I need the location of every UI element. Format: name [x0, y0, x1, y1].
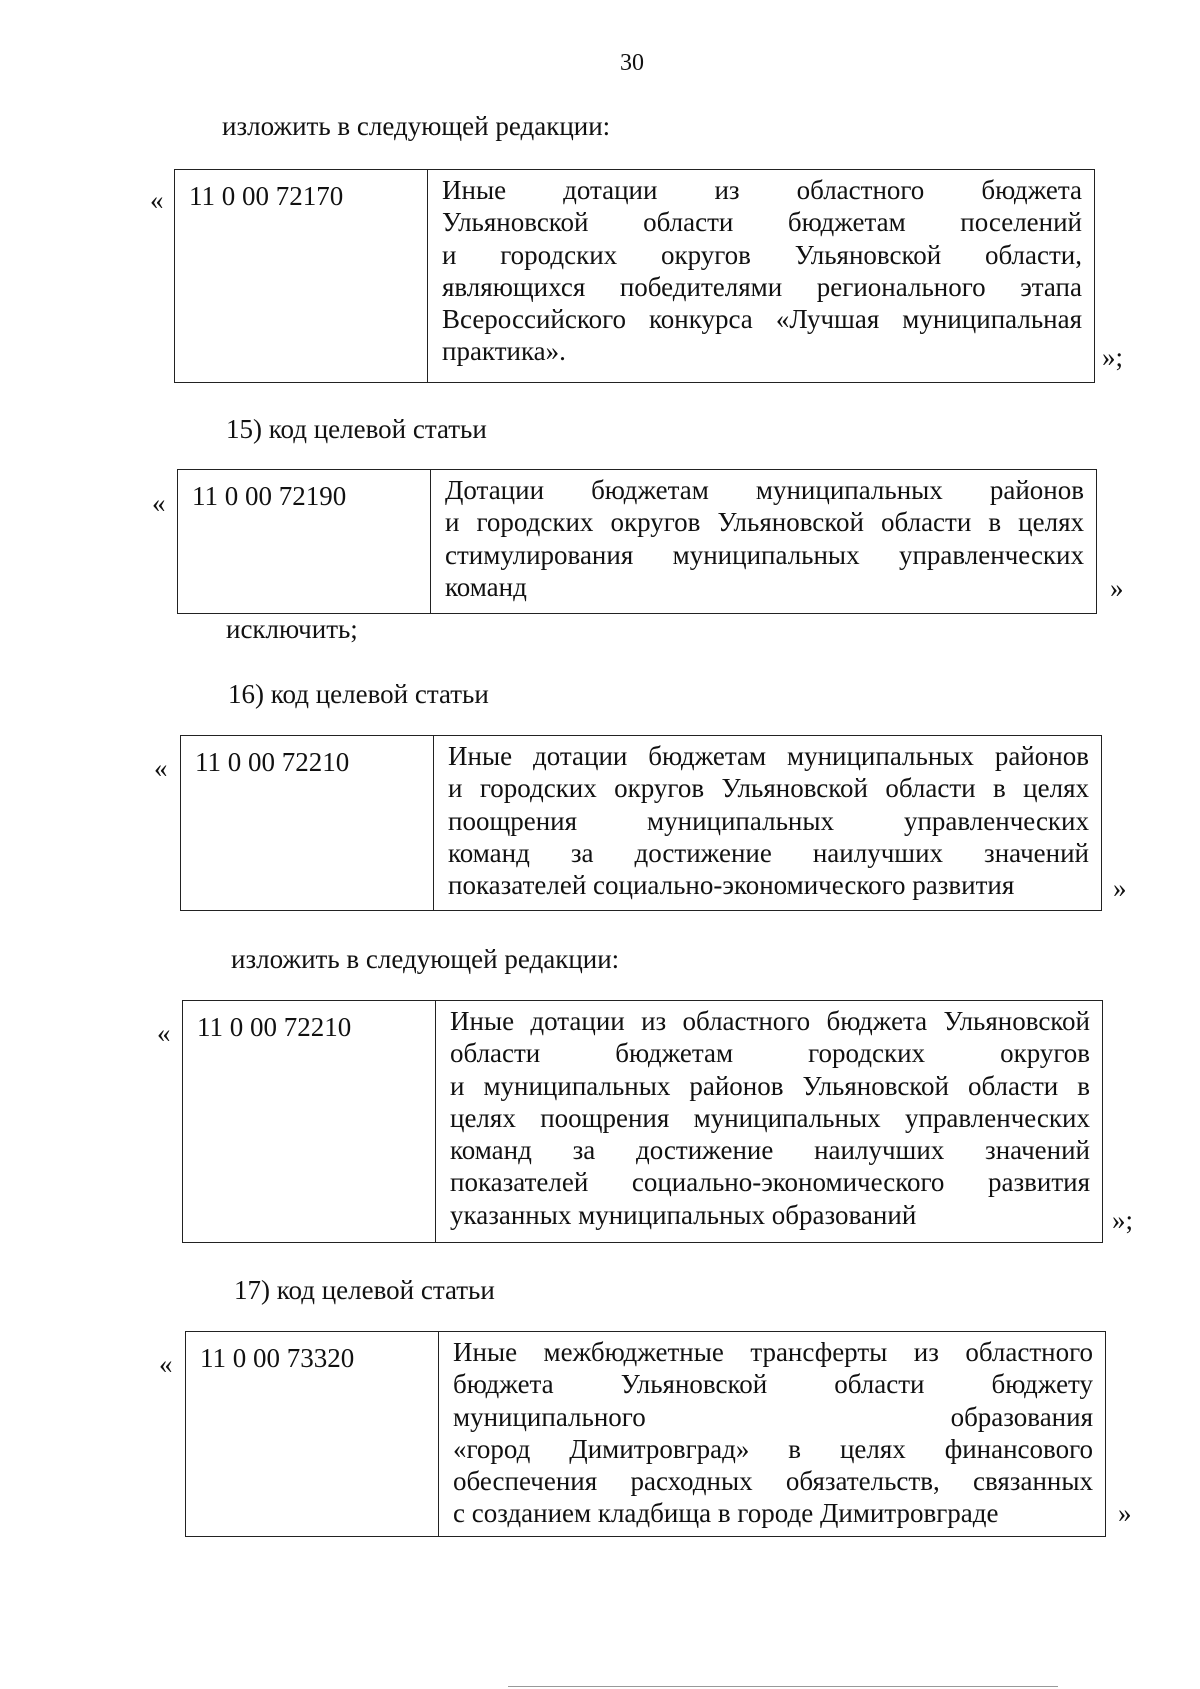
- open-quote: «: [150, 185, 164, 215]
- entry-description-line: и городских округов Ульяновской области в целях: [448, 773, 1089, 804]
- item-heading: 17) код целевой статьи: [234, 1275, 495, 1305]
- entry-description-line: практика».: [442, 336, 566, 367]
- table-entry-72170: [174, 169, 1095, 383]
- entry-description: [428, 170, 1094, 382]
- instruction-paragraph: исключить;: [226, 614, 358, 644]
- item-heading: 16) код целевой статьи: [228, 679, 489, 709]
- table-entry-72210: [180, 735, 1102, 911]
- entry-description-line: Иные дотации из областного бюджета: [442, 175, 1082, 205]
- entry-description: [434, 736, 1101, 910]
- entry-description-line: указанных муниципальных образований: [450, 1199, 917, 1230]
- entry-code: 11 0 00 72190: [178, 470, 431, 613]
- entry-description-line: области бюджетам городских округов: [450, 1038, 1090, 1069]
- close-quote: »;: [1102, 342, 1124, 372]
- open-quote: «: [157, 1018, 171, 1048]
- close-quote: »;: [1112, 1205, 1134, 1235]
- entry-description-line: команд за достижение наилучших значений: [450, 1135, 1090, 1166]
- entry-description-line: Иные дотации бюджетам муниципальных районов: [448, 741, 1089, 771]
- entry-description-line: с созданием кладбища в городе Димитровграде: [453, 1498, 999, 1529]
- entry-description-line: Иные дотации из областного бюджета Ульяновской: [450, 1006, 1090, 1036]
- entry-code: 11 0 00 72210: [181, 736, 434, 910]
- entry-description: [431, 470, 1096, 613]
- table-entry-73320: [185, 1331, 1106, 1537]
- entry-description-line: и муниципальных районов Ульяновской области в: [450, 1070, 1090, 1101]
- entry-description-line: муниципального образования: [453, 1401, 1093, 1432]
- instruction-paragraph: изложить в следующей редакции:: [222, 111, 611, 141]
- entry-description-line: целях поощрения муниципальных управленческих: [450, 1102, 1090, 1133]
- entry-description-line: показателей социально-экономического развития: [450, 1167, 1090, 1198]
- entry-description-line: и городских округов Ульяновской области,: [442, 239, 1082, 270]
- entry-description-line: Ульяновской области бюджетам поселений: [442, 207, 1082, 238]
- entry-code: 11 0 00 72210: [183, 1001, 436, 1242]
- entry-description: [436, 1001, 1102, 1242]
- entry-description-line: Иные межбюджетные трансферты из областного: [453, 1337, 1093, 1367]
- entry-description-line: команд: [445, 571, 527, 602]
- bottom-rule: [508, 1686, 1058, 1687]
- entry-description-line: бюджета Ульяновской области бюджету: [453, 1369, 1093, 1400]
- table-entry-72190: [177, 469, 1097, 614]
- entry-description-line: стимулирования муниципальных управленческих: [445, 539, 1084, 570]
- entry-description-line: Дотации бюджетам муниципальных районов: [445, 475, 1084, 505]
- page-number: 30: [620, 50, 644, 76]
- entry-description-line: показателей социально-экономического развития: [448, 870, 1015, 901]
- instruction-paragraph: изложить в следующей редакции:: [231, 944, 620, 974]
- entry-code: 11 0 00 72170: [175, 170, 428, 382]
- entry-description-line: и городских округов Ульяновской области в целях: [445, 507, 1084, 538]
- entry-description-line: команд за достижение наилучших значений: [448, 837, 1089, 868]
- open-quote: «: [154, 753, 168, 783]
- entry-description-line: «город Димитровград» в целях финансового: [453, 1433, 1093, 1464]
- close-quote: »: [1113, 873, 1127, 903]
- item-heading: 15) код целевой статьи: [226, 414, 487, 444]
- table-entry-72210-new: [182, 1000, 1103, 1243]
- entry-code: 11 0 00 73320: [186, 1332, 439, 1536]
- entry-description-line: обеспечения расходных обязательств, связанных: [453, 1466, 1093, 1497]
- entry-description: [439, 1332, 1105, 1536]
- open-quote: «: [152, 488, 166, 518]
- close-quote: »: [1110, 573, 1124, 603]
- open-quote: «: [159, 1349, 173, 1379]
- close-quote: »: [1118, 1498, 1132, 1528]
- entry-description-line: Всероссийского конкурса «Лучшая муниципальная: [442, 304, 1082, 335]
- entry-description-line: поощрения муниципальных управленческих: [448, 805, 1089, 836]
- entry-description-line: являющихся победителями регионального этапа: [442, 271, 1082, 302]
